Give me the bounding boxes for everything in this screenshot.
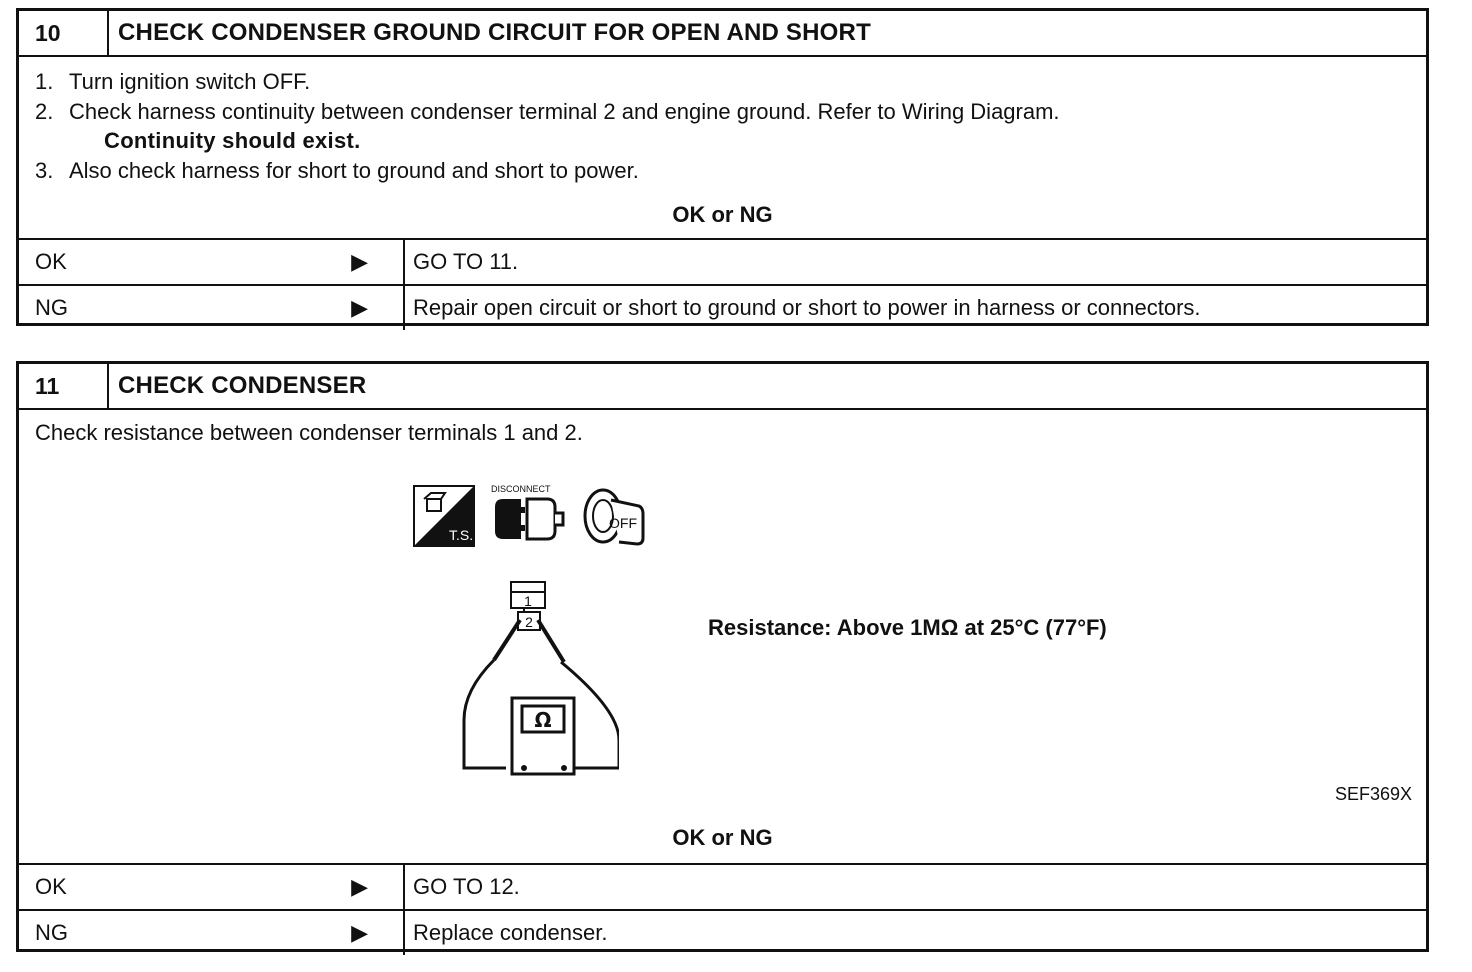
result-row-ok <box>19 240 1426 284</box>
procedure-step <box>35 99 1060 125</box>
ohm-symbol: Ω <box>534 708 552 732</box>
disconnect-label: DISCONNECT <box>491 484 551 494</box>
result-key: NG <box>35 920 68 945</box>
result-key-cell <box>19 240 405 284</box>
result-row-ng <box>19 284 1426 330</box>
off-label: OFF <box>609 515 637 531</box>
arrow-right-icon: ▶ <box>351 295 368 320</box>
result-key: NG <box>35 295 68 320</box>
result-action: GO TO 11. <box>413 249 519 274</box>
resistance-spec: Resistance: Above 1MΩ at 25°C (77°F) <box>708 615 1107 640</box>
procedure-step <box>35 69 310 95</box>
result-label: OK or NG <box>672 202 773 227</box>
arrow-right-icon: ▶ <box>351 249 368 274</box>
instruction-text: Check resistance between condenser terminals 1 and 2. <box>35 420 583 445</box>
step-text: Turn ignition switch OFF. <box>69 69 311 94</box>
ts-icon <box>413 485 475 547</box>
result-key-cell <box>19 286 405 330</box>
step-text: Check harness continuity between condenser terminal 2 and engine ground. Refer to Wiring Diagram. <box>69 99 1060 124</box>
result-action: Replace condenser. <box>413 920 608 945</box>
terminal-1-label: 1 <box>524 593 532 609</box>
step-title: CHECK CONDENSER <box>118 372 367 399</box>
step-10-header <box>19 11 1426 57</box>
arrow-right-icon: ▶ <box>351 874 368 899</box>
result-label: OK or NG <box>672 825 773 850</box>
disconnect-icon <box>489 483 569 547</box>
ts-label: T.S. <box>449 527 474 543</box>
result-row-ng <box>19 909 1426 955</box>
continuity-note: Continuity should exist. <box>104 128 361 153</box>
step-number: 11 <box>19 364 109 408</box>
resistance-measurement-diagram <box>444 580 619 780</box>
arrow-right-icon: ▶ <box>351 920 368 945</box>
result-key-cell <box>19 865 405 909</box>
result-action: Repair open circuit or short to ground or short to power in harness or connectors. <box>413 295 1201 320</box>
step-number: 10 <box>19 11 109 55</box>
figure-code: SEF369X <box>1334 784 1412 804</box>
step-text: Also check harness for short to ground and short to power. <box>69 158 639 183</box>
procedure-step <box>35 158 639 184</box>
step-index: 2. <box>35 99 54 124</box>
step-11-table <box>16 361 1429 952</box>
result-key: OK <box>35 874 67 899</box>
terminal-2-label: 2 <box>525 614 533 630</box>
step-10-body <box>19 57 1426 240</box>
step-11-body <box>19 410 1426 865</box>
result-key: OK <box>35 249 67 274</box>
step-title: CHECK CONDENSER GROUND CIRCUIT FOR OPEN AND SHORT <box>118 19 871 46</box>
step-10-table <box>16 8 1429 326</box>
step-index: 1. <box>35 69 54 94</box>
result-row-ok <box>19 865 1426 909</box>
step-11-header <box>19 364 1426 410</box>
result-key-cell <box>19 911 405 955</box>
ignition-off-icon <box>581 488 645 550</box>
step-index: 3. <box>35 158 54 183</box>
result-action: GO TO 12. <box>413 874 520 899</box>
